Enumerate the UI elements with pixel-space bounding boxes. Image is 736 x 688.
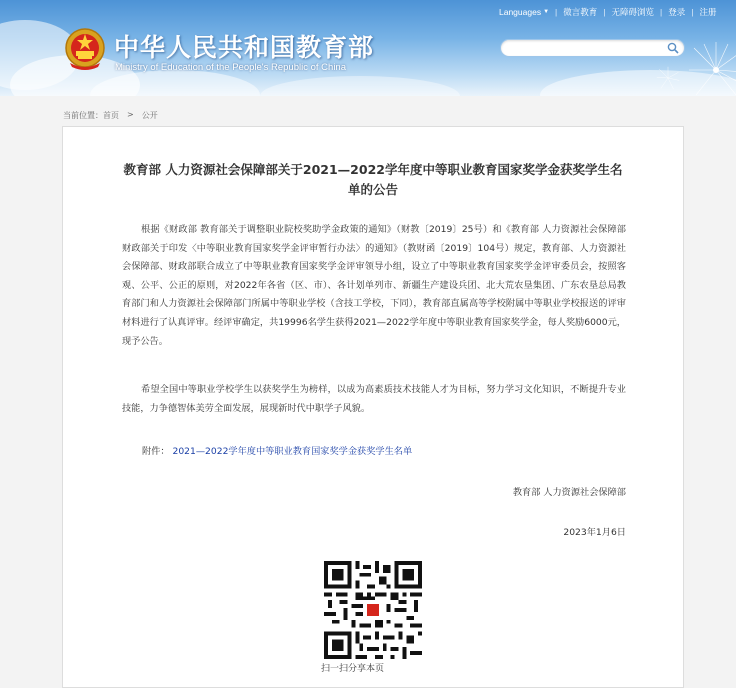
divider: | — [603, 7, 606, 17]
dandelion-decoration — [686, 40, 736, 96]
dandelion-decoration — [656, 66, 680, 90]
attachment-label: 附件： — [142, 446, 170, 457]
accessibility-link[interactable]: 无障碍浏览 — [611, 7, 654, 17]
divider: | — [660, 7, 663, 17]
breadcrumb-home-link[interactable]: 首页 — [103, 111, 119, 120]
article-title-line: 教育部 人力资源社会保障部关于2021—2022学年度中等职业教育国家奖学金获奖学生名 — [123, 162, 623, 177]
languages-link[interactable]: Languages — [499, 7, 542, 17]
login-link[interactable]: 登录 — [668, 7, 686, 17]
site-subtitle: Ministry of Education of the People's Republic of China — [115, 62, 346, 73]
breadcrumb-label: 当前位置： — [63, 111, 103, 120]
attachment-link[interactable]: 2021—2022学年度中等职业教育国家奖学金获奖学生名单 — [172, 446, 413, 457]
site-header — [0, 0, 736, 96]
breadcrumb — [63, 110, 158, 121]
signature: 教育部 人力资源社会保障部 — [512, 487, 626, 498]
top-links — [499, 6, 716, 18]
site-title[interactable]: 中华人民共和国教育部 — [114, 33, 375, 62]
weiyan-link[interactable]: 微言教育 — [563, 7, 598, 17]
divider: | — [555, 7, 558, 17]
article-paragraph: 根据《财政部 教育部关于调整职业院校奖助学金政策的通知》（财教〔2019〕25号）和《教育部 人力资源社会保障部 财政部关于印发〈中等职业教育国家奖学金评审暂行办法〉的通知》（教财函〔2019〕104号）规定，教育部、人力资源社会保障部、财政部联合成立了中等职业教育国家奖学金评审领导小组，设立了中等职业教育国家奖学金评审委员会，按照客观、公平、公正的原则，对2022年各省（区、市）、各计划单列市、新疆生产建设兵团、北大荒农垦集团、广东农垦总局教育部门和人力资源社会保障部门所属中等职业学校（含技工学校，下同），教育部直属高等学校附属中等职业学校报送的评审材料进行了认真评审。经评审确定，共19996名学生获得2021—2022学年度中等职业教育国家奖学金，每人奖励6000元，现予公告。 — [122, 224, 626, 347]
chevron-down-icon[interactable]: ▼ — [543, 9, 550, 15]
qr-caption: 扫一扫分享本页 — [321, 664, 385, 674]
qr-code-icon — [324, 561, 422, 659]
breadcrumb-separator: > — [127, 110, 134, 119]
article-title — [83, 160, 663, 200]
breadcrumb-current-link[interactable]: 公开 — [141, 111, 158, 120]
article-title-line: 单的公告 — [347, 182, 398, 197]
search-box — [500, 39, 685, 57]
article-paragraph: 希望全国中等职业学校学生以获奖学生为榜样，以成为高素质技术技能人才为目标，努力学习文化知识，不断提升专业技能，力争德智体美劳全面发展，展现新时代中职学子风貌。 — [122, 384, 626, 414]
divider: | — [691, 7, 694, 17]
search-icon[interactable] — [667, 42, 679, 54]
publish-date: 2023年1月6日 — [563, 527, 626, 538]
national-emblem-icon — [64, 27, 106, 71]
search-input[interactable] — [509, 41, 659, 55]
article-panel — [62, 126, 684, 688]
register-link[interactable]: 注册 — [699, 7, 717, 17]
attachment — [142, 443, 412, 457]
cloud-decoration — [260, 76, 460, 96]
